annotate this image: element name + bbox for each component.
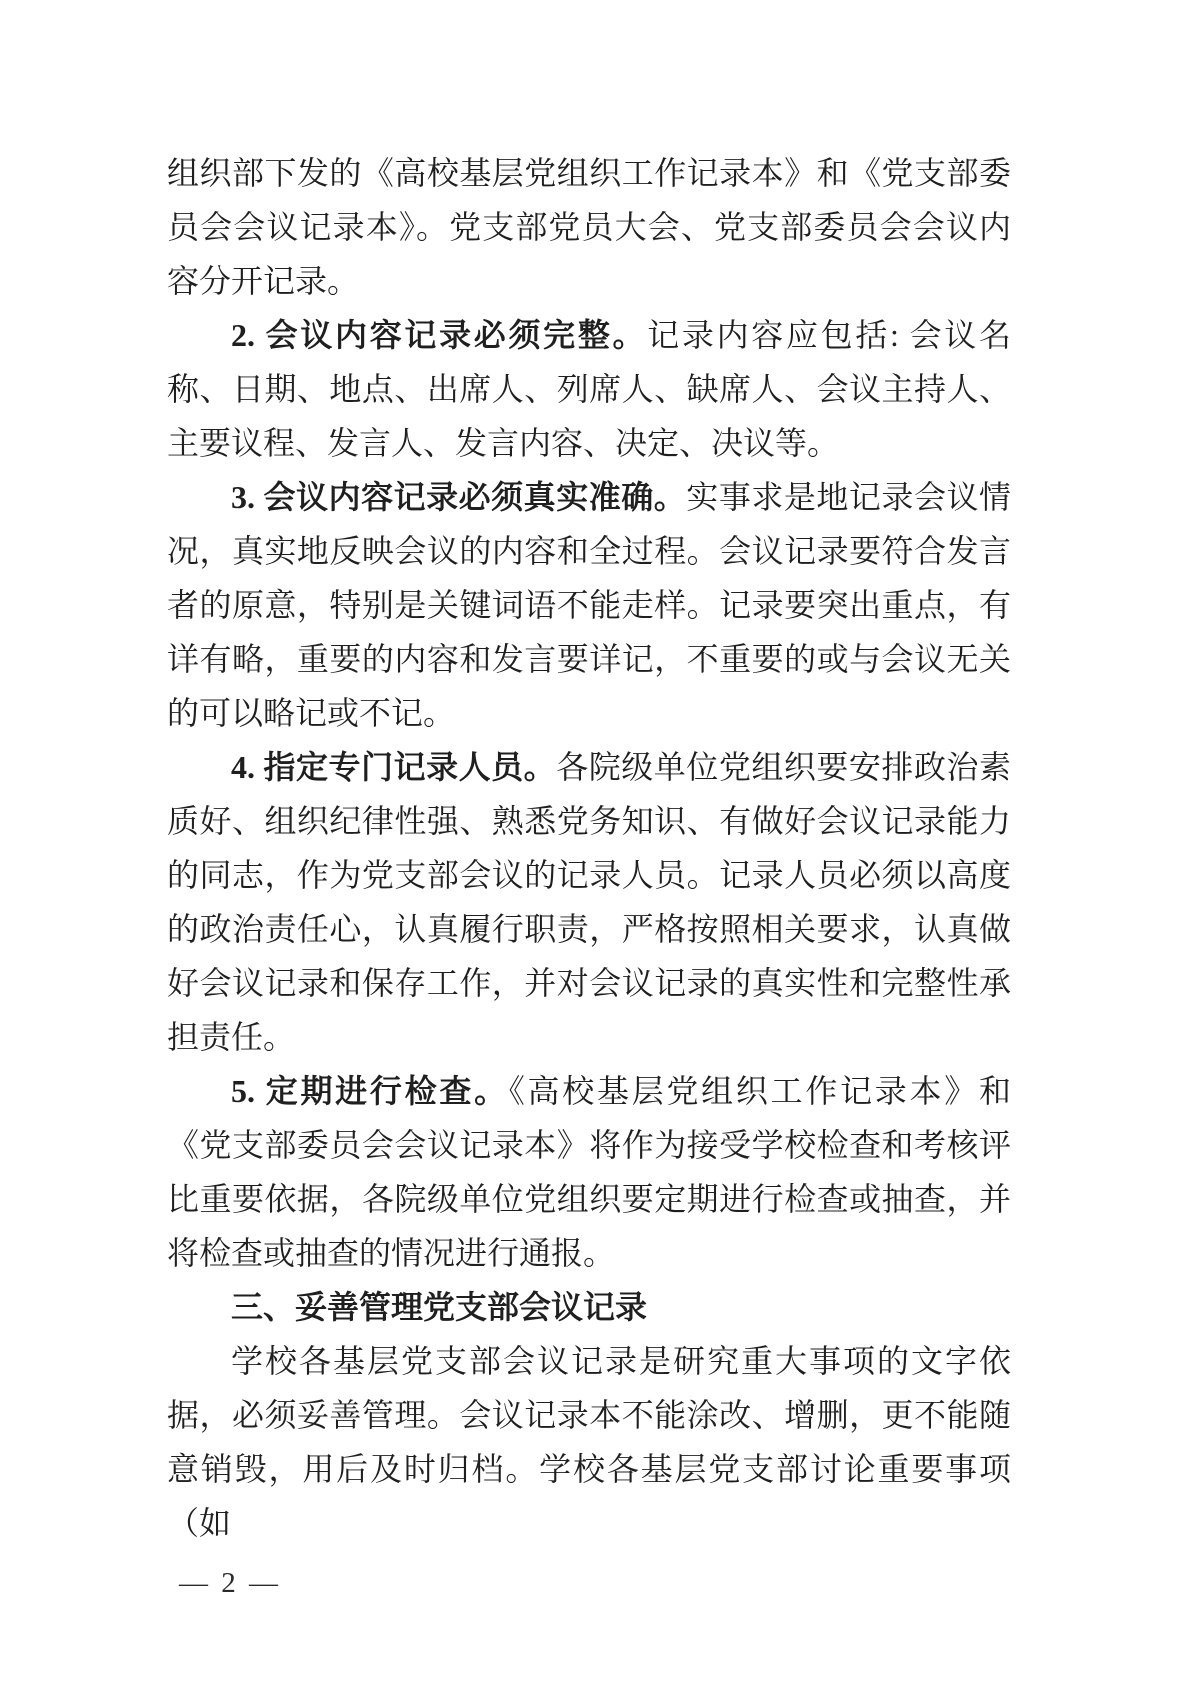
document-body xyxy=(167,146,1011,1550)
paragraph-item-5 xyxy=(167,1064,1011,1280)
paragraph-item-2 xyxy=(167,308,1011,470)
item-2-text: 记录内容应包括: 会议名称、日期、地点、出席人、列席人、缺席人、会议主持人、主要议程、发言人、发言内容、决定、决议等。 xyxy=(167,317,1011,461)
item-4-lead: 4. 指定专门记录人员。 xyxy=(231,749,557,785)
item-2-lead: 2. 会议内容记录必须完整。 xyxy=(231,317,648,353)
paragraph-section-3-body xyxy=(167,1334,1011,1550)
paragraph-text: 组织部下发的《高校基层党组织工作记录本》和《党支部委员会会议记录本》。党支部党员大会、党支部委员会会议内容分开记录。 xyxy=(167,155,1011,299)
item-3-lead: 3. 会议内容记录必须真实准确。 xyxy=(231,479,687,515)
paragraph-continuation xyxy=(167,146,1011,308)
paragraph-item-3 xyxy=(167,470,1011,740)
item-4-text: 各院级单位党组织要安排政治素质好、组织纪律性强、熟悉党务知识、有做好会议记录能力的同志，作为党支部会议的记录人员。记录人员必须以高度的政治责任心，认真履行职责，严格按照相关要求，认真做好会议记录和保存工作，并对会议记录的真实性和完整性承担责任。 xyxy=(167,749,1011,1055)
section-heading-3: 三、妥善管理党支部会议记录 xyxy=(231,1289,648,1325)
item-5-lead: 5. 定期进行检查。 xyxy=(231,1073,509,1109)
page-number: — 2 — xyxy=(179,1567,281,1599)
section-3-text: 学校各基层党支部会议记录是研究重大事项的文字依据，必须妥善管理。会议记录本不能涂改、增删，更不能随意销毁，用后及时归档。学校各基层党支部讨论重要事项（如 xyxy=(167,1343,1011,1541)
item-5-text: 《高校基层党组织工作记录本》和《党支部委员会会议记录本》将作为接受学校检查和考核评比重要依据，各院级单位党组织要定期进行检查或抽查，并将检查或抽查的情况进行通报。 xyxy=(167,1073,1011,1271)
paragraph-item-4 xyxy=(167,740,1011,1064)
item-3-text: 实事求是地记录会议情况，真实地反映会议的内容和全过程。会议记录要符合发言者的原意，特别是关键词语不能走样。记录要突出重点，有详有略，重要的内容和发言要详记，不重要的或与会议无关的可以略记或不记。 xyxy=(167,479,1011,731)
